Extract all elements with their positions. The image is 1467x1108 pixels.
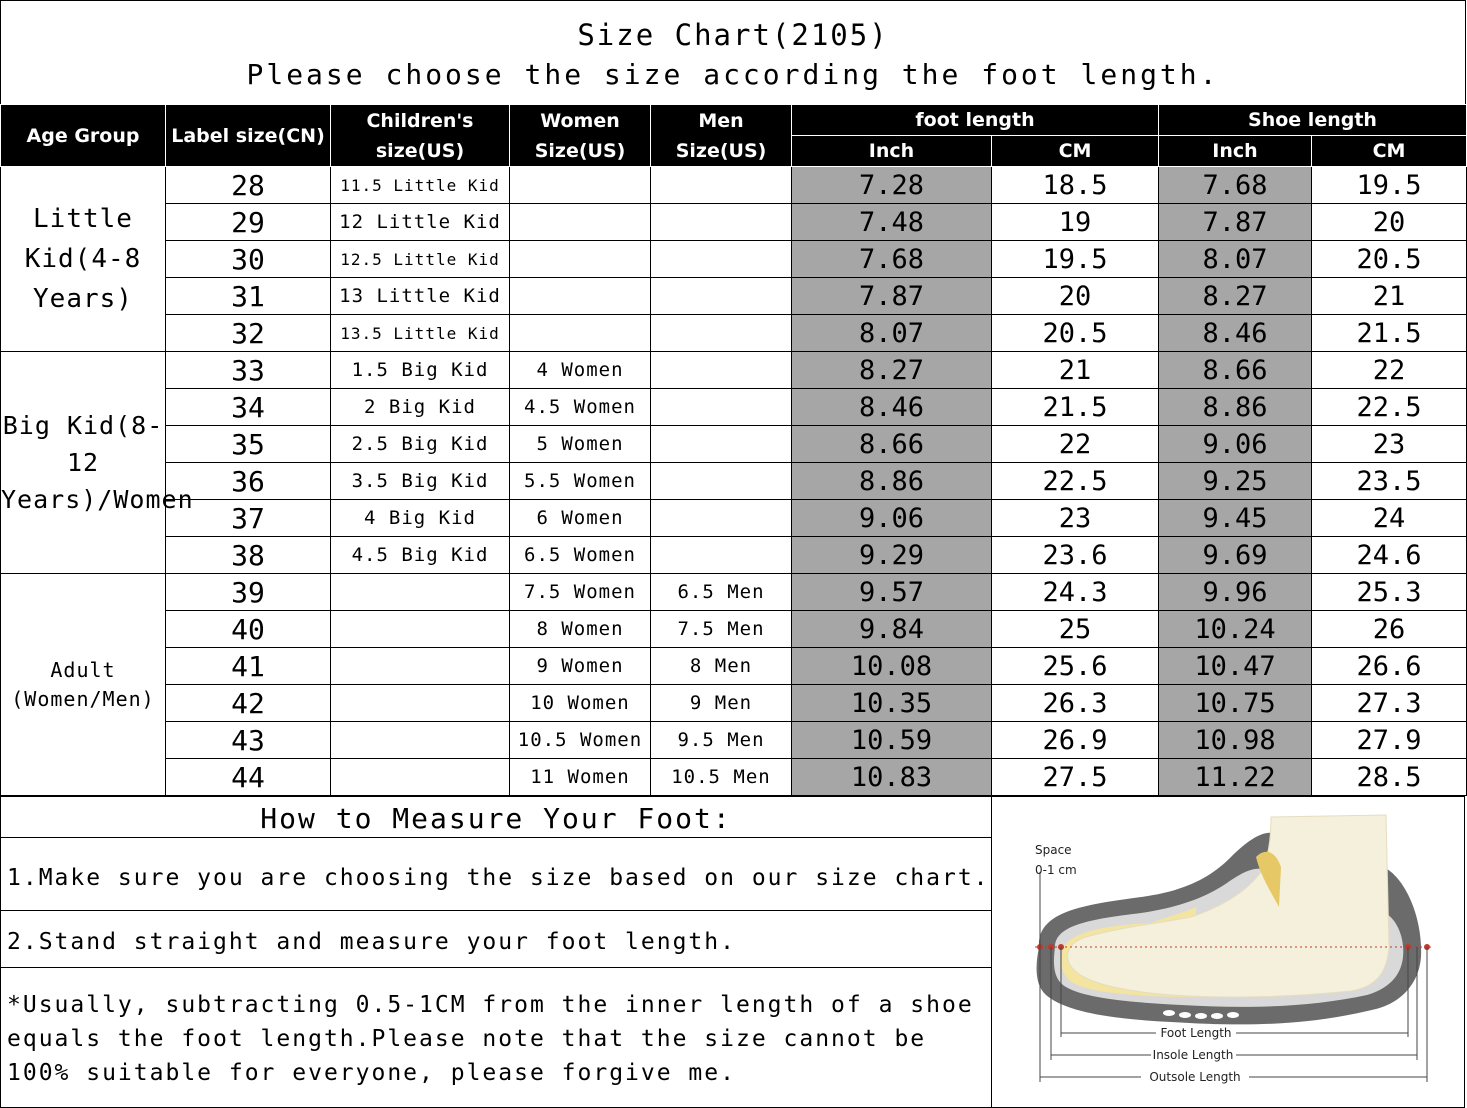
foot-cm-cell: 25.6 — [992, 648, 1159, 685]
shoe-cm-cell: 22.5 — [1312, 389, 1467, 426]
foot-cm-cell: 22 — [992, 426, 1159, 463]
table-row — [1, 315, 1467, 352]
shoe-inch-cell: 7.68 — [1159, 167, 1312, 204]
men-size-cell: 9 Men — [651, 685, 792, 722]
shoe-inch-cell: 8.66 — [1159, 352, 1312, 389]
label-size-cell: 33 — [166, 352, 331, 389]
chart-subtitle: Please choose the size according the foot length. — [246, 58, 1220, 91]
foot-cm-cell: 25 — [992, 611, 1159, 648]
women-size-cell — [510, 315, 651, 352]
header-shoe-inch: Inch — [1159, 136, 1312, 167]
shoe-inch-cell: 9.45 — [1159, 500, 1312, 537]
men-size-cell — [651, 463, 792, 500]
header-foot-cm: CM — [992, 136, 1159, 167]
shoe-cm-cell: 26 — [1312, 611, 1467, 648]
table-row — [1, 241, 1467, 278]
label-size-cell: 29 — [166, 204, 331, 241]
header-age-group: Age Group — [1, 105, 166, 167]
children-size-cell: 2.5 Big Kid — [331, 426, 510, 463]
shoe-cm-cell: 24 — [1312, 500, 1467, 537]
shoe-inch-cell: 10.24 — [1159, 611, 1312, 648]
shoe-cm-cell: 27.3 — [1312, 685, 1467, 722]
table-row — [1, 389, 1467, 426]
foot-inch-cell: 8.46 — [792, 389, 992, 426]
men-size-cell — [651, 278, 792, 315]
header-shoe-length: Shoe length — [1159, 105, 1467, 136]
women-size-cell: 8 Women — [510, 611, 651, 648]
header-shoe-cm: CM — [1312, 136, 1467, 167]
header-label-size: Label size(CN) — [166, 105, 331, 167]
shoe-cm-cell: 21.5 — [1312, 315, 1467, 352]
shoe-inch-cell: 11.22 — [1159, 759, 1312, 796]
men-size-cell — [651, 167, 792, 204]
foot-cm-cell: 26.3 — [992, 685, 1159, 722]
label-size-cell: 28 — [166, 167, 331, 204]
foot-inch-cell: 9.29 — [792, 537, 992, 574]
measure-instructions — [0, 796, 992, 1108]
foot-inch-cell: 8.07 — [792, 315, 992, 352]
shoe-cm-cell: 23.5 — [1312, 463, 1467, 500]
table-row — [1, 648, 1467, 685]
men-size-cell: 8 Men — [651, 648, 792, 685]
children-size-cell: 12.5 Little Kid — [331, 241, 510, 278]
children-size-cell: 13.5 Little Kid — [331, 315, 510, 352]
label-size-cell: 43 — [166, 722, 331, 759]
women-size-cell: 5.5 Women — [510, 463, 651, 500]
children-size-cell — [331, 574, 510, 611]
women-size-cell: 6.5 Women — [510, 537, 651, 574]
women-size-cell: 9 Women — [510, 648, 651, 685]
table-row — [1, 759, 1467, 796]
table-row — [1, 537, 1467, 574]
table-row — [1, 685, 1467, 722]
table-row — [1, 204, 1467, 241]
label-size-cell: 44 — [166, 759, 331, 796]
foot-cm-cell: 18.5 — [992, 167, 1159, 204]
shoe-inch-cell: 8.86 — [1159, 389, 1312, 426]
children-size-cell: 1.5 Big Kid — [331, 352, 510, 389]
men-size-cell — [651, 204, 792, 241]
foot-inch-cell: 8.86 — [792, 463, 992, 500]
label-size-cell: 40 — [166, 611, 331, 648]
age-group-cell: Little Kid(4-8 Years) — [1, 167, 166, 352]
shoe-inch-cell: 10.98 — [1159, 722, 1312, 759]
men-size-cell — [651, 426, 792, 463]
shoe-cm-cell: 25.3 — [1312, 574, 1467, 611]
shoe-cm-cell: 22 — [1312, 352, 1467, 389]
shoe-inch-cell: 10.47 — [1159, 648, 1312, 685]
header-men-text: Men Size(US) — [675, 109, 767, 162]
shoe-inch-cell: 9.06 — [1159, 426, 1312, 463]
header-children-size — [331, 105, 510, 167]
label-size-cell: 42 — [166, 685, 331, 722]
men-size-cell: 6.5 Men — [651, 574, 792, 611]
foot-cm-cell: 22.5 — [992, 463, 1159, 500]
foot-inch-cell: 9.84 — [792, 611, 992, 648]
age-group-cell: Adult (Women/Men) — [1, 574, 166, 796]
foot-inch-cell: 10.59 — [792, 722, 992, 759]
space-value: 0-1 cm — [1035, 863, 1077, 877]
size-table — [0, 104, 1467, 796]
men-size-cell — [651, 500, 792, 537]
women-size-cell — [510, 241, 651, 278]
men-size-cell: 9.5 Men — [651, 722, 792, 759]
women-size-cell: 6 Women — [510, 500, 651, 537]
foot-cm-cell: 20 — [992, 278, 1159, 315]
table-row — [1, 167, 1467, 204]
foot-cm-cell: 24.3 — [992, 574, 1159, 611]
shoe-cm-cell: 20 — [1312, 204, 1467, 241]
children-size-cell: 11.5 Little Kid — [331, 167, 510, 204]
children-size-cell — [331, 722, 510, 759]
shoe-inch-cell: 7.87 — [1159, 204, 1312, 241]
chart-header — [0, 0, 1466, 105]
shoe-inch-cell: 9.69 — [1159, 537, 1312, 574]
men-size-cell — [651, 315, 792, 352]
women-size-cell: 10.5 Women — [510, 722, 651, 759]
size-table-body — [1, 167, 1467, 796]
shoe-inch-cell: 8.46 — [1159, 315, 1312, 352]
shoe-inch-cell: 10.75 — [1159, 685, 1312, 722]
shoe-cm-cell: 19.5 — [1312, 167, 1467, 204]
foot-inch-cell: 7.28 — [792, 167, 992, 204]
foot-cm-cell: 23.6 — [992, 537, 1159, 574]
men-size-cell — [651, 241, 792, 278]
foot-inch-cell: 10.08 — [792, 648, 992, 685]
measure-title: How to Measure Your Foot: — [1, 797, 991, 838]
women-size-cell: 11 Women — [510, 759, 651, 796]
foot-measure-illustration — [991, 796, 1465, 1108]
shoe-cm-cell: 27.9 — [1312, 722, 1467, 759]
men-size-cell — [651, 352, 792, 389]
men-size-cell: 10.5 Men — [651, 759, 792, 796]
foot-inch-cell: 7.48 — [792, 204, 992, 241]
insole-length-label: Insole Length — [1152, 1048, 1234, 1062]
foot-inch-cell: 9.57 — [792, 574, 992, 611]
foot-inch-cell: 8.27 — [792, 352, 992, 389]
children-size-cell: 12 Little Kid — [331, 204, 510, 241]
table-row — [1, 463, 1467, 500]
shoe-cm-cell: 26.6 — [1312, 648, 1467, 685]
shoe-inch-cell: 8.27 — [1159, 278, 1312, 315]
measure-note: *Usually, subtracting 0.5-1CM from the inner length of a shoe equals the foot length.Please note that the size cannot be 100% suitable for everyone, please forgive me. — [7, 992, 974, 1086]
men-size-cell — [651, 537, 792, 574]
foot-inch-cell: 8.66 — [792, 426, 992, 463]
label-size-cell: 32 — [166, 315, 331, 352]
table-row — [1, 500, 1467, 537]
header-children-text: Children's size(US) — [366, 109, 474, 162]
table-row — [1, 722, 1467, 759]
table-row — [1, 611, 1467, 648]
table-row — [1, 352, 1467, 389]
foot-inch-cell: 7.87 — [792, 278, 992, 315]
men-size-cell: 7.5 Men — [651, 611, 792, 648]
measure-step-1: 1.Make sure you are choosing the size based on our size chart. — [1, 838, 991, 911]
shoe-inch-cell: 9.96 — [1159, 574, 1312, 611]
outsole-length-label: Outsole Length — [1149, 1070, 1241, 1084]
foot-cm-cell: 21.5 — [992, 389, 1159, 426]
foot-cm-cell: 20.5 — [992, 315, 1159, 352]
women-size-cell: 7.5 Women — [510, 574, 651, 611]
header-women-size — [510, 105, 651, 167]
label-size-cell: 41 — [166, 648, 331, 685]
age-group-cell: Big Kid(8-12 Years)/Women — [1, 352, 166, 574]
header-men-size — [651, 105, 792, 167]
children-size-cell: 2 Big Kid — [331, 389, 510, 426]
children-size-cell — [331, 648, 510, 685]
label-size-cell: 38 — [166, 537, 331, 574]
space-label: Space — [1035, 843, 1072, 857]
women-size-cell — [510, 167, 651, 204]
women-size-cell — [510, 204, 651, 241]
label-size-cell: 37 — [166, 500, 331, 537]
header-foot-inch: Inch — [792, 136, 992, 167]
foot-inch-cell: 7.68 — [792, 241, 992, 278]
foot-cm-cell: 23 — [992, 500, 1159, 537]
men-size-cell — [651, 389, 792, 426]
shoe-cm-cell: 21 — [1312, 278, 1467, 315]
header-foot-length: foot length — [792, 105, 1159, 136]
children-size-cell — [331, 759, 510, 796]
measure-step-2: 2.Stand straight and measure your foot length. — [1, 911, 991, 968]
women-size-cell: 4.5 Women — [510, 389, 651, 426]
foot-inch-cell: 10.35 — [792, 685, 992, 722]
foot-cm-cell: 26.9 — [992, 722, 1159, 759]
foot-inch-cell: 10.83 — [792, 759, 992, 796]
foot-cm-cell: 21 — [992, 352, 1159, 389]
header-women-text: Women Size(US) — [534, 109, 626, 162]
children-size-cell — [331, 685, 510, 722]
foot-cm-cell: 19 — [992, 204, 1159, 241]
women-size-cell: 5 Women — [510, 426, 651, 463]
label-size-cell: 36 — [166, 463, 331, 500]
shoe-diagram — [991, 797, 1464, 1107]
label-size-cell: 35 — [166, 426, 331, 463]
shoe-cm-cell: 23 — [1312, 426, 1467, 463]
label-size-cell: 30 — [166, 241, 331, 278]
table-row — [1, 426, 1467, 463]
chart-title: Size Chart(2105) — [577, 18, 889, 52]
women-size-cell: 10 Women — [510, 685, 651, 722]
shoe-cm-cell: 20.5 — [1312, 241, 1467, 278]
children-size-cell — [331, 611, 510, 648]
foot-cm-cell: 27.5 — [992, 759, 1159, 796]
children-size-cell: 4 Big Kid — [331, 500, 510, 537]
shoe-cm-cell: 28.5 — [1312, 759, 1467, 796]
foot-length-label: Foot Length — [1160, 1026, 1232, 1040]
label-size-cell: 34 — [166, 389, 331, 426]
label-size-cell: 39 — [166, 574, 331, 611]
women-size-cell — [510, 278, 651, 315]
shoe-cm-cell: 24.6 — [1312, 537, 1467, 574]
table-row — [1, 574, 1467, 611]
women-size-cell: 4 Women — [510, 352, 651, 389]
foot-cm-cell: 19.5 — [992, 241, 1159, 278]
shoe-inch-cell: 8.07 — [1159, 241, 1312, 278]
table-row — [1, 278, 1467, 315]
shoe-inch-cell: 9.25 — [1159, 463, 1312, 500]
children-size-cell: 3.5 Big Kid — [331, 463, 510, 500]
children-size-cell: 4.5 Big Kid — [331, 537, 510, 574]
foot-inch-cell: 9.06 — [792, 500, 992, 537]
children-size-cell: 13 Little Kid — [331, 278, 510, 315]
label-size-cell: 31 — [166, 278, 331, 315]
